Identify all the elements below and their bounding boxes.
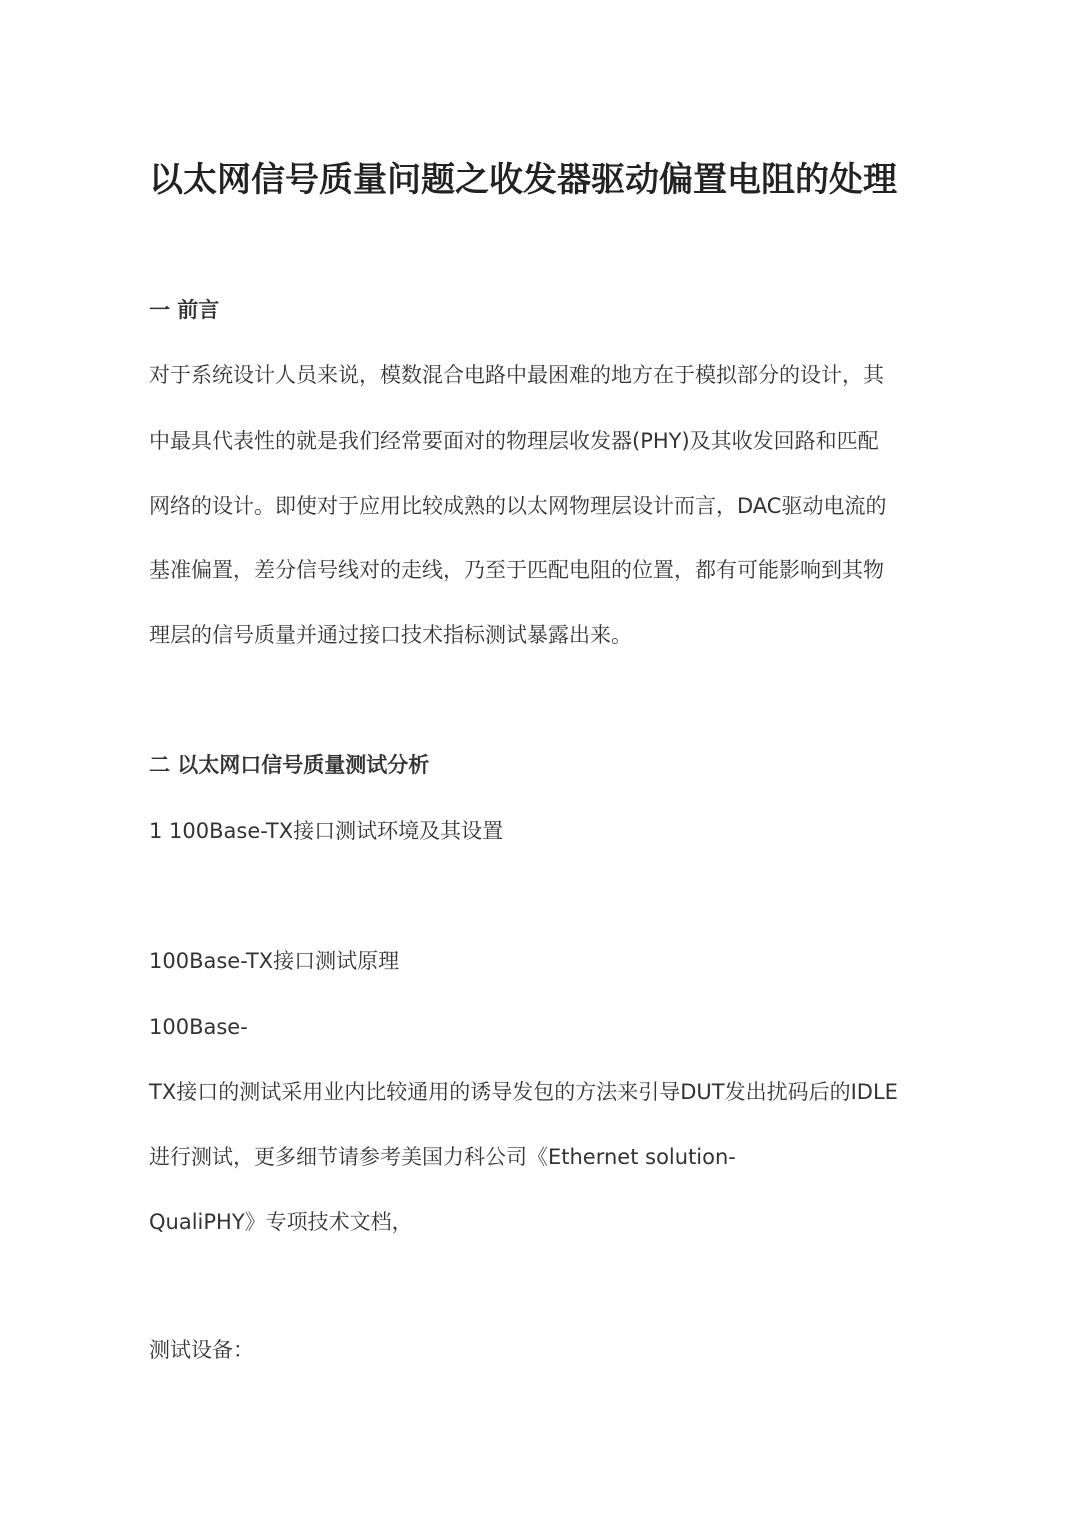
paragraph-line: 对于系统设计人员来说，模数混合电路中最困难的地方在于模拟部分的设计，其 — [149, 363, 884, 387]
paragraph-line: 网络的设计。即使对于应用比较成熟的以太网物理层设计而言，DAC驱动电流的 — [149, 494, 887, 518]
principle-title: 100Base-TX接口测试原理 — [149, 949, 400, 973]
equipment-label: 测试设备： — [149, 1338, 254, 1362]
paragraph-line: 基准偏置，差分信号线对的走线，乃至于匹配电阻的位置，都有可能影响到其物 — [149, 558, 884, 582]
paragraph-line: 理层的信号质量并通过接口技术指标测试暴露出来。 — [149, 623, 632, 647]
document-title: 以太网信号质量问题之收发器驱动偏置电阻的处理 — [149, 160, 897, 200]
paragraph-line: 进行测试，更多细节请参考美国力科公司《Ethernet solution- — [149, 1145, 736, 1169]
paragraph-line: 中最具代表性的就是我们经常要面对的物理层收发器(PHY)及其收发回路和匹配 — [149, 429, 879, 453]
paragraph-line: 100Base- — [149, 1015, 248, 1039]
paragraph-line: QualiPHY》专项技术文档， — [149, 1210, 413, 1234]
subsection-heading: 1 100Base-TX接口测试环境及其设置 — [149, 819, 504, 843]
paragraph-line: TX接口的测试采用业内比较通用的诱导发包的方法来引导DUT发出扰码后的IDLE — [149, 1080, 898, 1104]
section-heading-analysis: 二 以太网口信号质量测试分析 — [149, 753, 430, 777]
section-heading-preface: 一 前言 — [149, 298, 220, 322]
